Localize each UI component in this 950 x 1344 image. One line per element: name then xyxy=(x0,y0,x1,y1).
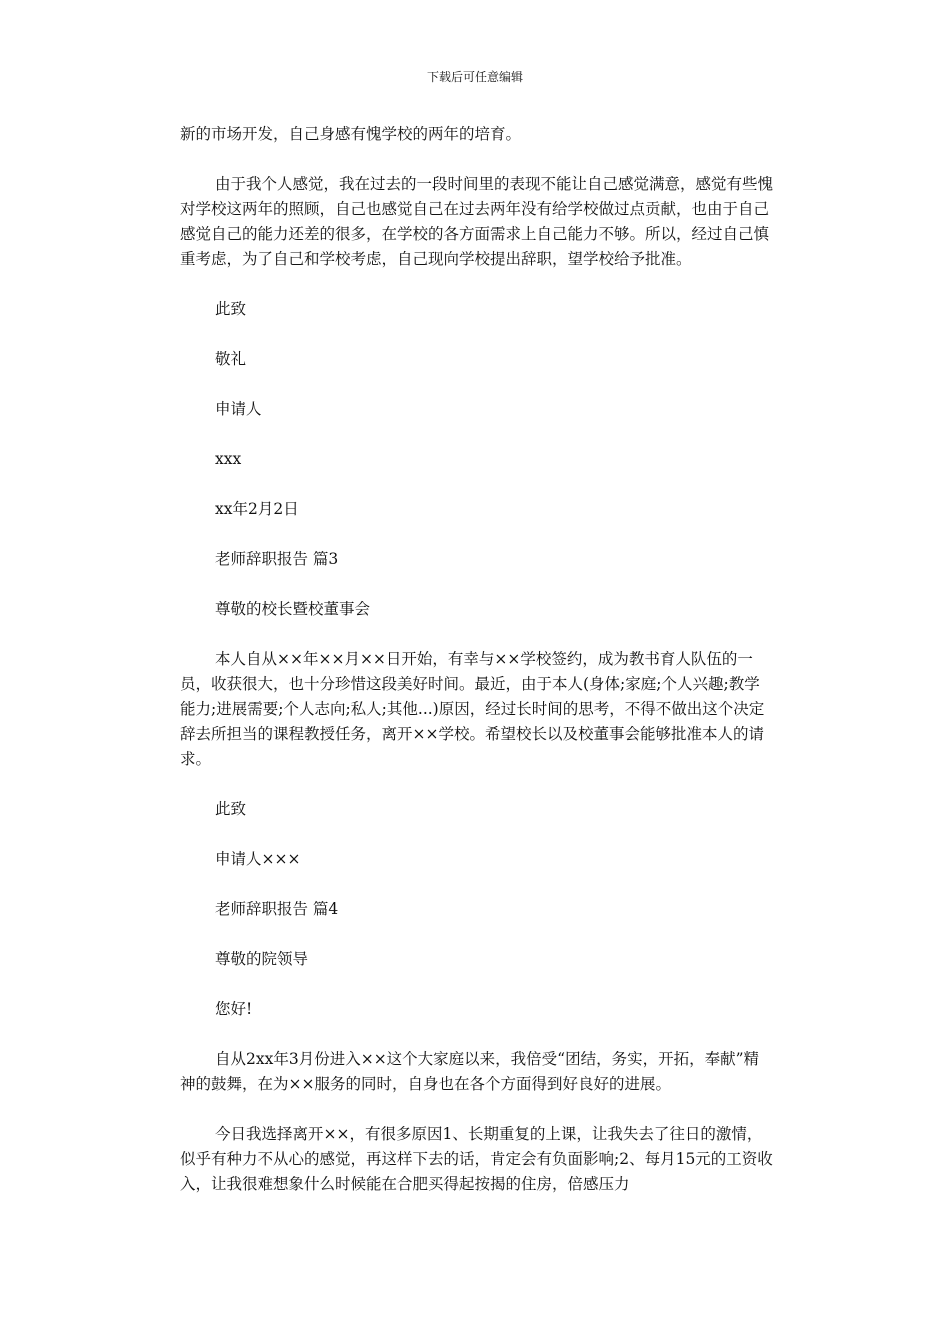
closing-cizhi-3: 此致 xyxy=(215,800,247,818)
paragraph-continuation: 新的市场开发，自己身感有愧学校的两年的培育。 xyxy=(180,125,522,143)
section-title-4: 老师辞职报告 篇4 xyxy=(215,900,339,918)
closing-cizhi: 此致 xyxy=(215,300,247,318)
document-body xyxy=(180,122,774,1197)
paragraph-body-4a: 自从2xx年3月份进入××这个大家庭以来，我倍受“团结，务实，开拓，奉献”精神的鼓舞，在为××服务的同时，自身也在各个方面得到好良好的进展。 xyxy=(180,1050,760,1093)
paragraph-body-4b: 今日我选择离开××，有很多原因1、长期重复的上课，让我失去了往日的激情，似乎有种力不从心的感觉，再这样下去的话，肯定会有负面影响;2、每月15元的工资收入，让我很难想象什么时候能在合肥买得起按揭的住房，倍感压力 xyxy=(180,1125,773,1193)
letter-date: xx年2月2日 xyxy=(215,500,299,518)
closing-jingli: 敬礼 xyxy=(215,350,247,368)
paragraph-body-3: 本人自从××年××月××日开始，有幸与××学校签约，成为教书育人队伍的一员，收获很大，也十分珍惜这段美好时间。最近，由于本人(身体;家庭;个人兴趣;教学能力;进展需要;个人志向;私人;其他...)原因，经过长时间的思考，不得不做出这个决定辞去所担当的课程教授任务，离开××学校。希望校长以及校董事会能够批准本人的请求。 xyxy=(180,650,765,768)
page-header: 下载后可任意编辑 xyxy=(426,70,523,84)
salutation-4: 尊敬的院领导 xyxy=(215,950,309,968)
greeting-4: 您好! xyxy=(215,1000,253,1018)
applicant-name: xxx xyxy=(215,450,242,468)
applicant-label: 申请人 xyxy=(215,400,262,418)
salutation-3: 尊敬的校长暨校董事会 xyxy=(215,600,371,618)
applicant-3: 申请人××× xyxy=(215,850,301,868)
paragraph-resignation-reason: 由于我个人感觉，我在过去的一段时间里的表现不能让自己感觉满意，感觉有些愧对学校这两年的照顾，自己也感觉自己在过去两年没有给学校做过点贡献，也由于自己感觉自己的能力还差的很多，在学校的各方面需求上自己能力不够。所以，经过自己慎重考虑，为了自己和学校考虑，自己现向学校提出辞职，望学校给予批准。 xyxy=(180,175,774,268)
section-title-3: 老师辞职报告 篇3 xyxy=(215,550,339,568)
